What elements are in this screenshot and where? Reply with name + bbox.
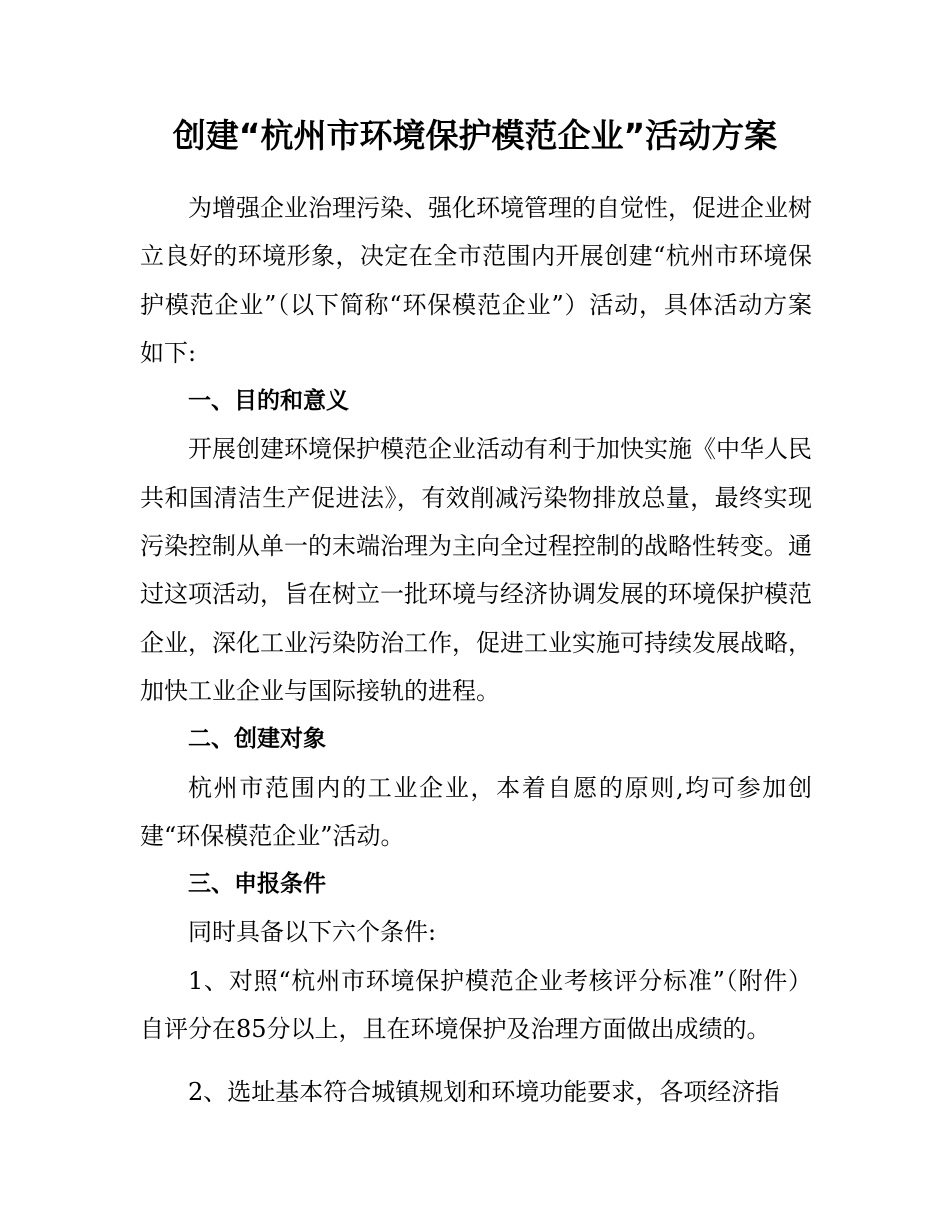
- intro-paragraph: 为增强企业治理污染、强化环境管理的自觉性，促进企业树立良好的环境形象，决定在全市范围内开展创建“杭州市环境保护模范企业”（以下简称“环保模范企业”）活动，具体活动方案如下:: [140, 194, 812, 367]
- document-body: [140, 184, 812, 1117]
- section-heading-purpose: 一、目的和意义: [188, 388, 349, 415]
- condition-item-1: 1、对照“杭州市环境保护模范企业考核评分标准”（附件）自评分在85分以上，且在环境保护及治理方面做出成绩的。: [140, 966, 812, 1044]
- purpose-paragraph: 开展创建环境保护模范企业活动有利于加快实施《中华人民共和国清洁生产促进法》，有效削减污染物排放总量，最终实现污染控制从单一的末端治理为主向全过程控制的战略性转变。通过这项活动，旨在树立一批环境与经济协调发展的环境保护模范企业，深化工业污染防治工作，促进工业实施可持续发展战略，加快工业企业与国际接轨的进程。: [140, 435, 812, 705]
- section-heading-conditions: 三、申报条件: [188, 871, 326, 898]
- conditions-lead-paragraph: 同时具备以下六个条件:: [188, 918, 437, 947]
- document-title: 创建“杭州市环境保护模范企业”活动方案: [172, 116, 778, 155]
- condition-item-2: 2、选址基本符合城镇规划和环境功能要求，各项经济指: [188, 1078, 780, 1107]
- section-heading-targets: 二、创建对象: [188, 726, 326, 753]
- targets-paragraph: 杭州市范围内的工业企业，本着自愿的原则,均可参加创建“环保模范企业”活动。: [140, 773, 812, 850]
